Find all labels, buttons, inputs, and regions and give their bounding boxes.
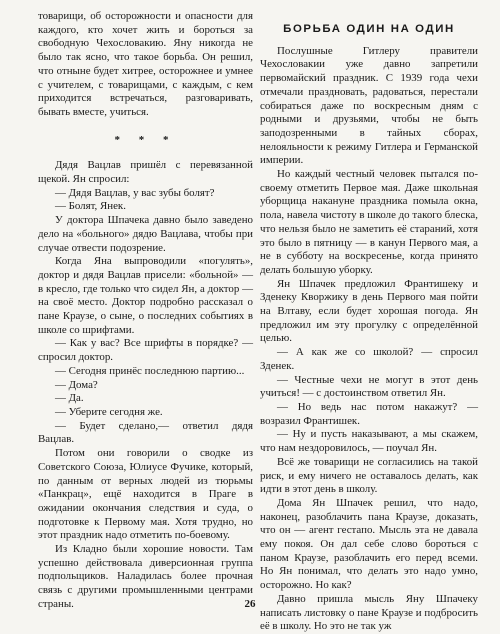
- dialog-line: — Уберите сегодня же.: [55, 405, 163, 418]
- dialog-line: — А как же со школой? — спросил Зденек.: [260, 346, 478, 372]
- dialog-line: — Болят, Янек.: [55, 200, 126, 213]
- paragraph: Дядя Вацлав пришёл с перевязанной щекой. Ян спросил:: [38, 159, 253, 186]
- dialog-line: — Сегодня принёс последнюю партию...: [55, 364, 245, 377]
- paragraph: Давно пришла мысль Яну Шпачеку написать листовку о пане Краузе и подбросить её в школу. Но это не так уж: [260, 592, 478, 633]
- paragraph: Из Кладно были хорошие новости. Там успешно действовала диверсионная группа подпольщиков. Наладилась более прочная связь с другими промышленными центрами страны.: [38, 543, 253, 610]
- paragraph: Послушные Гитлеру правители Чехословакии уже давно запретили первомайский праздник. С 1939 года чехи отмечали праздновать, радоваться, перестали собираться даже по воскресным дням с родными и друзьями, чтобы не быть заподозренными в тайных сборах, нелояльности к режиму Гитлера и Германской империи.: [260, 44, 478, 167]
- dialog-line: — Но ведь нас потом накажут? — возразил Франтишек.: [260, 400, 478, 427]
- page-number: 26: [244, 598, 256, 610]
- paragraph: Потом они говорили о сводке из Советского Союза, Юлиусе Фучике, который, по данным от верных людей из тюрьмы «Панкрац», ещё находится в Праге в ожидании окончания следствия и суда, о подготовке к Первому мая. Хотя трудно, но этот праздник надо отметить по-боевому.: [38, 447, 253, 542]
- dialog-line: [38, 420, 253, 434]
- paragraph: Ян Шпачек предложил Франтишеку и Зденеку Кворжику в день Первого мая пойти на Влтаву, если будет хорошая погода. Ян предложил им эту прогулку с определённой целью.: [260, 277, 478, 345]
- paragraph: У доктора Шпачека давно было заведено дело на «больного» дядю Вацлава, чтобы при случае отвести подозрение.: [38, 214, 253, 254]
- dialog-line: — Как у вас? Все шрифты в порядке? — спросил доктор.: [38, 337, 253, 364]
- dialog-line: — Да.: [55, 392, 84, 405]
- paragraph: Когда Яна выпроводили «погулять», доктор и дядя Вацлав присели: «больной» — в кресло, где только что сидел Ян, а доктор — на своё место. Доктор подробно рассказал о пане Краузе, о сыне, о последних событиях в школе со шрифтами.: [38, 255, 253, 336]
- section-separator: * * *: [114, 133, 177, 146]
- left-column: [38, 10, 253, 612]
- dialog-line: — Ну и пусть наказывают, а мы скажем, что нам нездоровилось, — поучал Ян.: [260, 428, 478, 455]
- dialog-line: — Дядя Вацлав, у вас зубы болят?: [55, 186, 215, 199]
- dialog-line-end: Вацлав.: [38, 433, 75, 446]
- paragraph: Всё же товарищи не согласились на такой риск, и ему ничего не оставалось делать, как идти в этот день в школу.: [260, 455, 478, 496]
- dialog-line: — Дома?: [55, 378, 98, 391]
- dialog-line-text: — Будет сделано,— ответил дядя: [55, 419, 253, 432]
- paragraph: Дома Ян Шпачек решил, что надо, наконец, разоблачить пана Краузе, доказать, что он — агент гестапо. Мысль эта не давала ему покоя. Он дал себе слово бороться с паном Краузе, разоблачить его перед всеми. Но Ян понимал, что делать это надо умно, осторожно. Но как?: [260, 496, 478, 592]
- chapter-heading: БОРЬБА ОДИН НА ОДИН: [283, 23, 455, 35]
- paragraph: Но каждый честный человек пытался по-своему отметить Первое мая. Даже школьная уборщица накануне праздника помыла окна, пола, навела чистоту в школе до такого блеска, что нельзя было не заметить её стараний, хотя это было в пятницу — в канун Первого мая, а не в субботу на воскресенье, когда принято делать большую уборку.: [260, 168, 478, 276]
- paragraph: товарищи, об осторожности и опасности для каждого, кто хочет жить и бороться за свободную Чехословакию. Яну никогда не было так ясно, что такое борьба. Он решил, что отныне будет хитрее, осторожнее и умнее с учителем, с товарищами, с каждым, с кем приходится встречаться, разговаривать, бывать вместе, учиться.: [38, 10, 253, 118]
- dialog-line: — Честные чехи не могут в этот день учиться! — с достоинством ответил Ян.: [260, 373, 478, 400]
- right-column: [260, 10, 478, 634]
